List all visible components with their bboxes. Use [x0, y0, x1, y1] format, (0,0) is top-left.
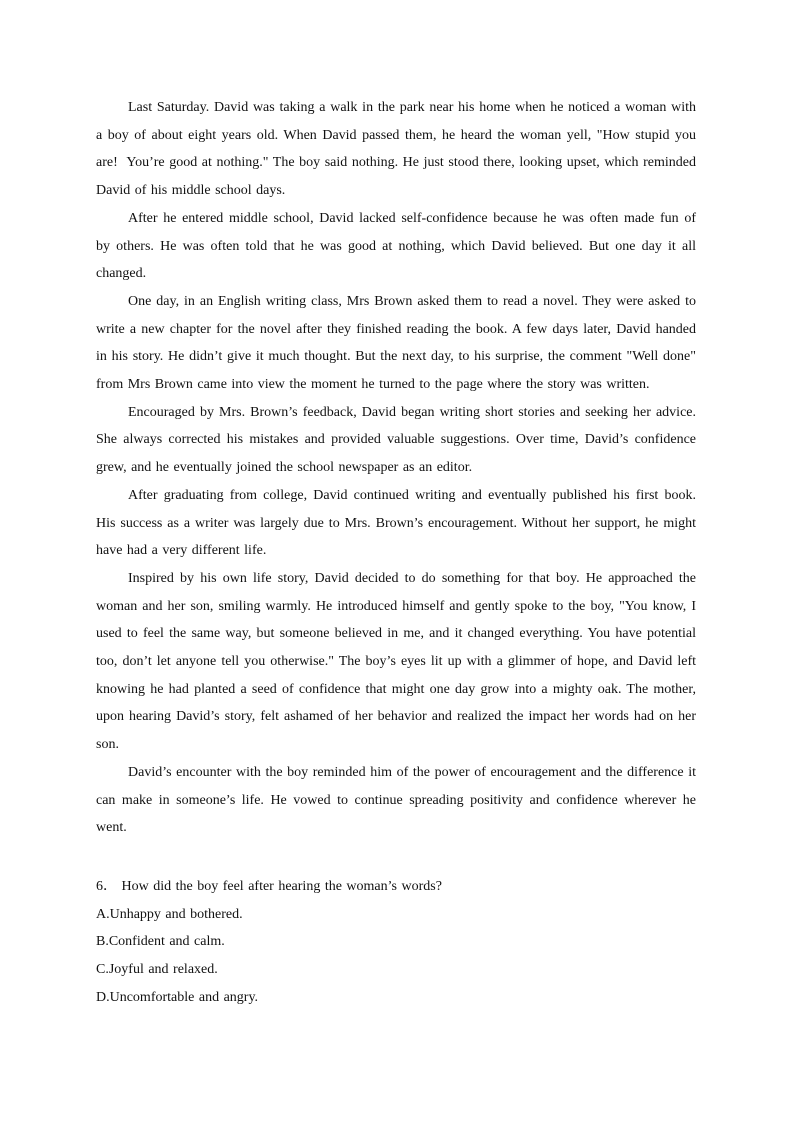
- passage-paragraph-5: After graduating from college, David continued writing and eventually published his first book. His success as a writer was largely due to Mrs. Brown’s encouragement. Without her support, he might have had a very different life.: [96, 487, 696, 559]
- answer-option-d: D.Uncomfortable and angry.: [96, 989, 259, 1005]
- question-stem: 6． How did the boy feel after hearing the woman’s words?: [96, 879, 442, 894]
- answer-option-a: A.Unhappy and bothered.: [96, 906, 243, 922]
- question-block: [96, 873, 696, 1012]
- passage-paragraph-3: One day, in an English writing class, Mrs Brown asked them to read a novel. They were asked to write a new chapter for the novel after they finished reading the book. A few days later, David handed in his story. He didn’t give it much thought. But the next day, to his surprise, the comment "Well done" from Mrs Brown came into view the moment he turned to the page where the story was written.: [96, 293, 696, 393]
- answer-option-c: C.Joyful and relaxed.: [96, 962, 218, 978]
- passage-paragraph-7: David’s encounter with the boy reminded him of the power of encouragement and the difference it can make in someone’s life. He vowed to continue spreading positivity and confidence wherever he went.: [96, 764, 696, 836]
- passage-paragraph-2: After he entered middle school, David lacked self-confidence because he was often made fun of by others. He was often told that he was good at nothing, which David believed. But one day it all changed.: [96, 210, 696, 282]
- reading-passage: [96, 94, 696, 842]
- passage-paragraph-1: Last Saturday. David was taking a walk in the park near his home when he noticed a woman with a boy of about eight years old. When David passed them, he heard the woman yell, "How stupid you are! You’re good at nothing." The boy said nothing. He just stood there, looking upset, which reminded David of his middle school days.: [96, 100, 696, 199]
- passage-paragraph-4: Encouraged by Mrs. Brown’s feedback, David began writing short stories and seeking her advice. She always corrected his mistakes and provided valuable suggestions. Over time, David’s confidence grew, and he eventually joined the school newspaper as an editor.: [96, 404, 696, 476]
- passage-paragraph-6: Inspired by his own life story, David decided to do something for that boy. He approached the woman and her son, smiling warmly. He introduced himself and gently spoke to the boy, "You know, I used to feel the same way, but someone believed in me, and it changed everything. You have potential too, don’t let anyone tell you otherwise." The boy’s eyes lit up with a glimmer of hope, and David left knowing he had planted a seed of confidence that might one day grow into a mighty oak. The mother, upon hearing David’s story, felt ashamed of her behavior and realized the impact her words had on her son.: [96, 570, 696, 753]
- answer-option-b: B.Confident and calm.: [96, 934, 225, 950]
